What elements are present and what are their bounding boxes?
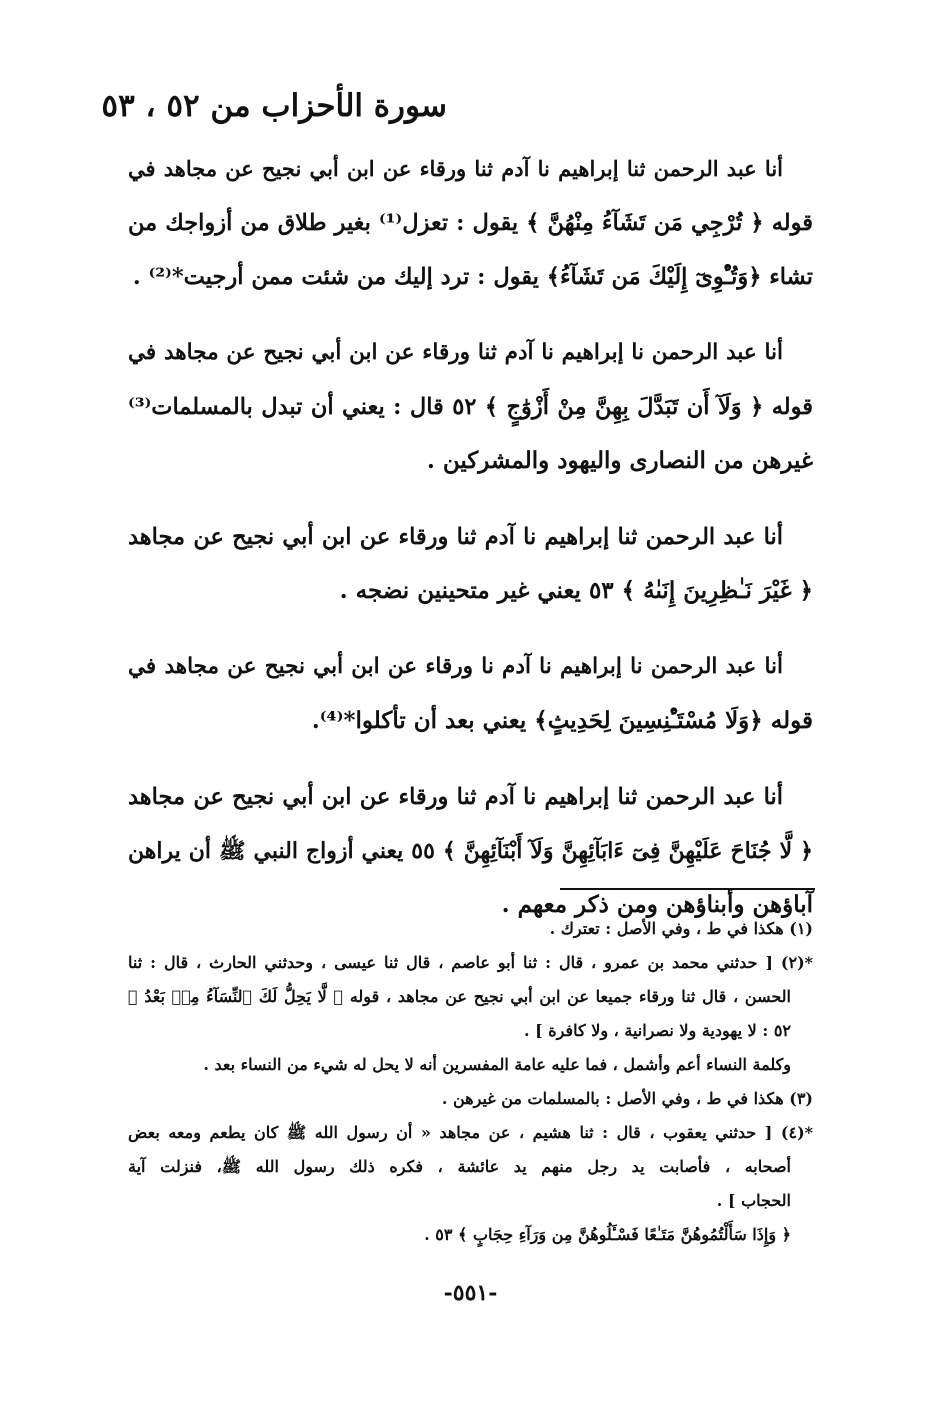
footnote-line: (١) هكذا في ط ، وفي الأصل : تعترك . <box>549 919 813 938</box>
paragraph-line: أنا عبد الرحمن ثنا إبراهيم نا آدم ثنا ورقاء عن ابن أبي نجيح عن مجاهد <box>128 524 783 550</box>
footnote-line: الحجاب ] . <box>716 1191 791 1210</box>
page-heading: سورة الأحزاب من ٥٢ ، ٥٣ <box>101 88 447 124</box>
page-number: -٥٥١- <box>443 1280 498 1306</box>
paragraph-line: ﴿ لَّا جُنَاحَ عَلَيْهِنَّ فِىٓ ءَابَآئِهِنَّ وَلَآ أَبْنَآئِهِنَّ ﴾ ٥٥ يعني أزواج النبي ﷺ أن يراهن <box>128 838 813 864</box>
main-text <box>128 142 813 954</box>
paragraph-line: آباؤهن وأبناؤهن ومن ذكر معهم . <box>501 891 813 918</box>
paragraph-line: أنا عبد الرحمن نا إبراهيم نا آدم نا ورقاء عن ابن أبي نجيح عن مجاهد في <box>128 654 783 679</box>
paragraph-line: قوله ﴿وَلَا مُسْتَـْٔنِسِينَ لِحَدِيثٍ﴾ يعني بعد أن تأكلوا*⁽⁴⁾. <box>311 707 813 734</box>
footnote-2 <box>128 946 813 1082</box>
paragraph-line: غيرهن من النصارى واليهود والمشركين . <box>426 447 813 474</box>
paragraph-line: قوله ﴿ وَلَآ أَن تَبَدَّلَ بِهِنَّ مِنْ أَزْوَٰجٍ ﴾ ٥٢ قال : يعني أن تبدل بالمسلمات⁽³⁾ <box>128 394 813 420</box>
footnote-line: ﴿ وَإِذَا سَأَلْتُمُوهُنَّ مَتَـٰعًا فَسْـَٔلُوهُنَّ مِن وَرَآءِ حِجَابٍ ﴾ ٥٣ . <box>424 1225 791 1244</box>
footnote-line: أصحابه ، فأصابت يد رجل منهم يد عائشة ، فكره ذلك رسول الله ﷺ، فنزلت آية <box>128 1157 791 1176</box>
paragraph-2 <box>128 326 813 488</box>
footnote-line: *(٢) [ حدثني محمد بن عمرو ، قال : ثنا أبو عاصم ، قال ثنا عيسى ، وحدثني الحارث ، قال : ثنا <box>128 953 813 972</box>
paragraph-line: قوله ﴿ تُرْجِي مَن تَشَآءُ مِنْهُنَّ ﴾ يقول : تعزل⁽¹⁾ بغير طلاق من أزواجك من <box>128 210 813 236</box>
paragraph-line: أنا عبد الرحمن ثنا إبراهيم نا آدم ثنا ورقاء عن ابن أبي نجيح عن مجاهد <box>128 784 783 810</box>
paragraph-3 <box>128 510 813 618</box>
footnotes <box>128 912 813 1252</box>
footnote-line: وكلمة النساء أعم وأشمل ، فما عليه عامة المفسرين أنه لا يحل له شيء من النساء بعد . <box>203 1055 791 1074</box>
footnote-1 <box>128 912 813 946</box>
paragraph-5 <box>128 770 813 932</box>
paragraph-line: أنا عبد الرحمن نا إبراهيم نا آدم ثنا ورقاء عن ابن أبي نجيح عن مجاهد في <box>128 340 783 365</box>
footnote-3 <box>128 1082 813 1116</box>
paragraph-1 <box>128 142 813 304</box>
paragraph-4 <box>128 640 813 748</box>
footnote-line: *(٤) [ حدثني يعقوب ، قال : ثنا هشيم ، عن مجاهد « أن رسول الله ﷺ كان يطعم ومعه بعض <box>128 1123 813 1142</box>
paragraph-line: تشاء ﴿وَتُـْٔوِىٓ إِلَيْكَ مَن تَشَآءُ﴾ يقول : ترد إليك من شئت ممن أرجيت*⁽²⁾ . <box>132 264 813 290</box>
footnote-4 <box>128 1116 813 1252</box>
footnote-line: ٥٢ : لا يهودية ولا نصرانية ، ولا كافرة ] . <box>524 1021 791 1040</box>
footnote-line: الحسن ، قال ثنا ورقاء جميعا عن ابن أبي نجيح عن مجاهد ، قوله ﴿ لَّا يَحِلُّ لَكَ ٱلنِّسَآءُ مِنۢ بَعْدُ ﴾ <box>128 987 791 1006</box>
footnote-divider <box>560 888 815 890</box>
footnote-line: (٣) هكذا في ط ، وفي الأصل : بالمسلمات من غيرهن . <box>441 1089 813 1108</box>
paragraph-line: ﴿ غَيْرَ نَـٰظِرِينَ إِنَىٰهُ ﴾ ٥٣ يعني غير متحينين نضجه . <box>339 577 813 604</box>
paragraph-line: أنا عبد الرحمن ثنا إبراهيم نا آدم ثنا ورقاء عن ابن أبي نجيح عن مجاهد في <box>128 156 783 181</box>
